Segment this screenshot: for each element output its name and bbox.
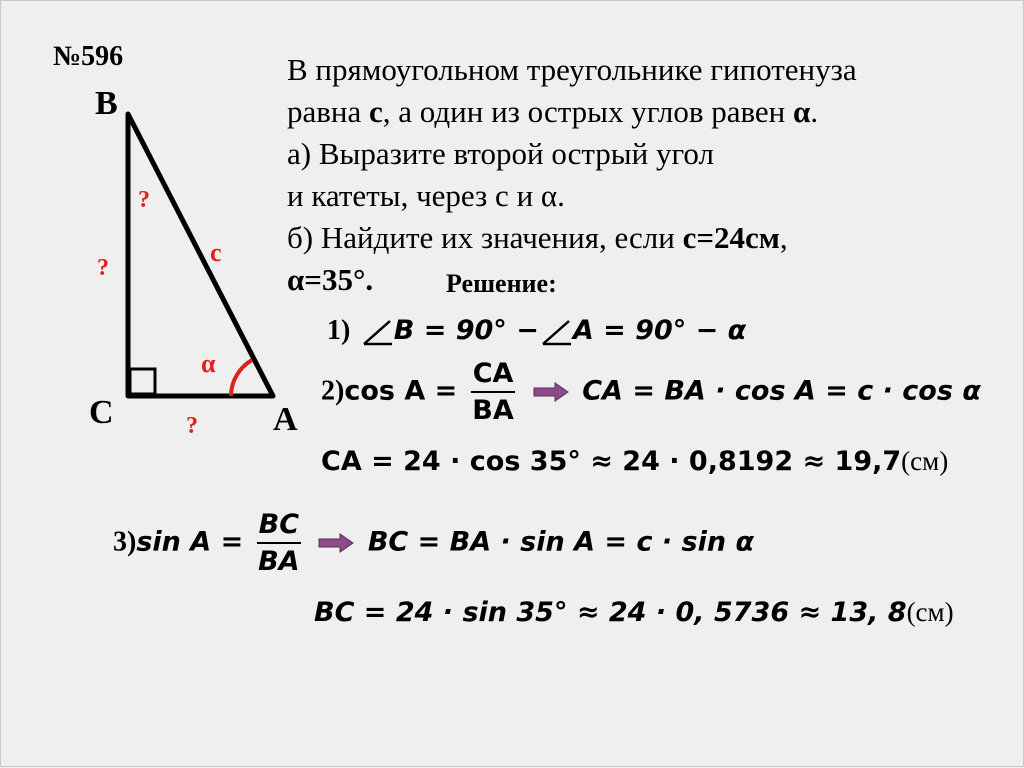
statement-text: б) Найдите их значения, если [287, 220, 683, 255]
solution-step-2 [321, 358, 981, 426]
statement-line-4: и катеты, через с и α. [287, 178, 565, 213]
statement-text: , [779, 220, 788, 255]
step-2-lhs: cos A = [344, 375, 458, 407]
angle-alpha-label: α [201, 349, 216, 378]
step-3-number: 3) [113, 526, 137, 558]
statement-var-c: с [369, 94, 383, 129]
fraction-numerator: BC [257, 509, 301, 544]
vertex-a-label: A [273, 401, 298, 438]
unknown-leg-bc-mark: ? [97, 255, 109, 281]
step-2-fraction [471, 358, 516, 426]
arrow-right-icon [318, 533, 354, 553]
solution-step-3 [113, 509, 754, 577]
step-3-calculation [314, 597, 954, 628]
statement-text: равна [287, 94, 369, 129]
step-2-number: 2) [321, 375, 345, 407]
statement-line-2 [287, 91, 857, 133]
step-3-lhs: sin A = [136, 526, 244, 558]
step-3-calc-value: BC = 24 · sin 35° ≈ 24 · 0, 5736 ≈ 13, 8 [314, 597, 907, 628]
hypotenuse-label: c [210, 238, 222, 267]
step-2-calc-value: CA = 24 · cos 35° ≈ 24 · 0,8192 ≈ 19,7 [321, 446, 902, 477]
step-2-unit: (см) [901, 446, 949, 476]
angle-icon [360, 317, 394, 347]
statement-line-6 [287, 259, 857, 301]
angle-icon [539, 317, 573, 347]
step-2-rhs: CA = BA · cos A = c · cos α [582, 375, 981, 407]
statement-given-c: с=24см [682, 220, 780, 255]
statement-given-alpha: α=35°. [287, 262, 374, 297]
arrow-right-icon [533, 382, 569, 402]
unknown-angle-b-mark: ? [138, 187, 150, 213]
angle-alpha-arc [231, 360, 252, 396]
statement-line-3: а) Выразите второй острый угол [287, 136, 714, 171]
step-1-number: 1) [327, 315, 351, 346]
step-1-angle-a: A = 90° − α [572, 315, 747, 346]
statement-text: . [810, 94, 819, 129]
step-2-calculation [321, 446, 948, 477]
statement-text: , а один из острых углов равен [382, 94, 794, 129]
fraction-denominator: BA [258, 546, 300, 577]
unknown-leg-ca-mark: ? [186, 413, 198, 439]
statement-line-5 [287, 217, 857, 259]
step-1-angle-b: B = 90° − [393, 315, 539, 346]
statement-line-1: В прямоугольном треугольнике гипотенуза [287, 52, 857, 87]
step-3-rhs: BC = BA · sin A = c · sin α [367, 526, 755, 558]
solution-title: Решение: [446, 269, 557, 298]
fraction-numerator: CA [471, 358, 516, 393]
right-angle-mark [130, 369, 155, 394]
statement-var-alpha: α [793, 94, 811, 129]
problem-number: №596 [53, 41, 124, 72]
fraction-denominator: BA [472, 395, 514, 426]
step-3-unit: (см) [906, 597, 954, 627]
solution-step-1 [327, 315, 746, 347]
vertex-c-label: C [89, 394, 114, 431]
problem-statement [287, 49, 857, 301]
step-3-fraction [257, 509, 301, 577]
vertex-b-label: B [95, 85, 118, 122]
